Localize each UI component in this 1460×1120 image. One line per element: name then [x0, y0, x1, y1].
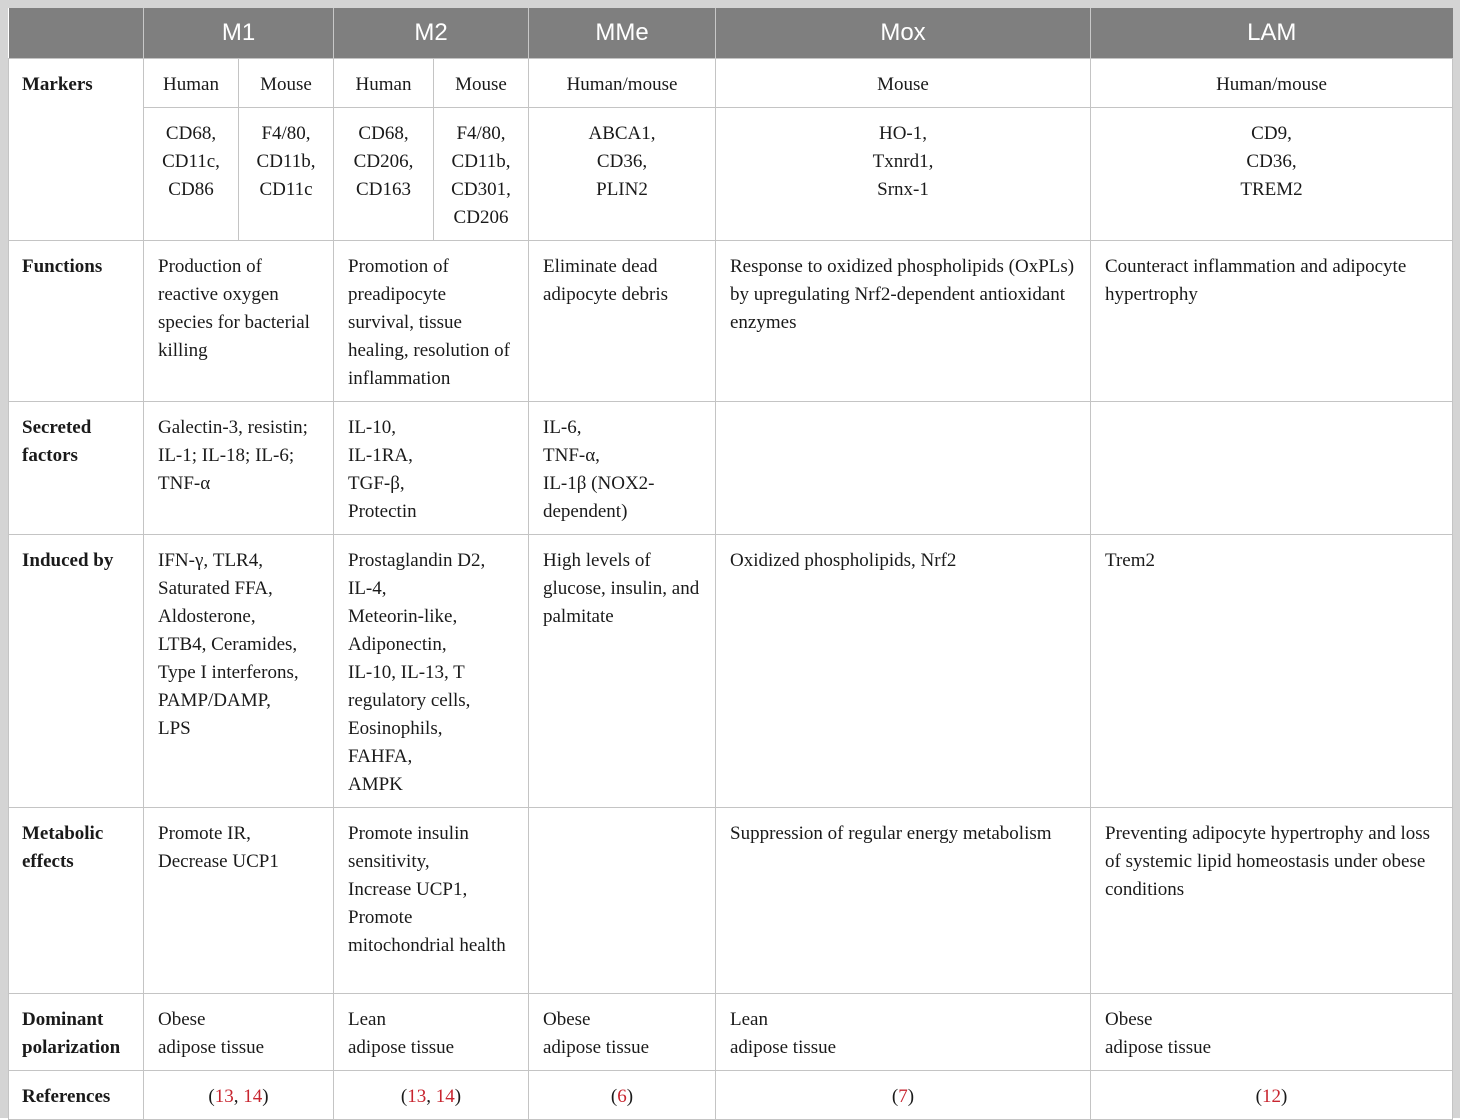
lam-dominant: Obese adipose tissue — [1091, 994, 1453, 1071]
mme-species: Human/mouse — [529, 59, 716, 108]
mme-secreted: IL-6, TNF-α, IL-1β (NOX2-dependent) — [529, 402, 716, 535]
m2-metabolic: Promote insulin sensitivity, Increase UCP1, Promote mitochondrial health — [334, 808, 529, 994]
mox-induced: Oxidized phospholipids, Nrf2 — [716, 535, 1091, 808]
reference-link[interactable]: 12 — [1262, 1086, 1281, 1107]
reference-link[interactable]: 14 — [243, 1086, 263, 1107]
mox-secreted — [716, 402, 1091, 535]
m1-human-species: Human — [144, 59, 239, 108]
m1-mouse-species: Mouse — [239, 59, 334, 108]
metabolic-row — [9, 808, 1453, 994]
reference-link[interactable]: 7 — [898, 1086, 908, 1107]
row-label-metabolic: Metabolic effects — [9, 808, 144, 994]
header-empty — [9, 8, 144, 59]
header-lam: LAM — [1091, 8, 1453, 59]
mox-species: Mouse — [716, 59, 1091, 108]
m1-dominant: Obese adipose tissue — [144, 994, 334, 1071]
m1-secreted: Galectin-3, resistin; IL-1; IL-18; IL-6; TNF-α — [144, 402, 334, 535]
row-label-functions: Functions — [9, 241, 144, 402]
mme-metabolic — [529, 808, 716, 994]
m2-dominant: Lean adipose tissue — [334, 994, 529, 1071]
mme-dominant: Obese adipose tissue — [529, 994, 716, 1071]
markers-values-row — [9, 108, 1453, 241]
reference-link[interactable]: 13 — [407, 1086, 427, 1107]
header-m2: M2 — [334, 8, 529, 59]
row-label-dominant: Dominant polarization — [9, 994, 144, 1071]
header-mme: MMe — [529, 8, 716, 59]
m1-human-markers: CD68, CD11c, CD86 — [144, 108, 239, 241]
induced-row — [9, 535, 1453, 808]
m2-functions: Promotion of preadipocyte survival, tissue healing, resolution of inflammation — [334, 241, 529, 402]
m1-induced: IFN-γ, TLR4, Saturated FFA, Aldosterone, LTB4, Ceramides, Type I interferons, PAMP/DAMP, LPS — [144, 535, 334, 808]
references-row — [9, 1071, 1453, 1120]
reference-link[interactable]: 13 — [214, 1086, 234, 1107]
markers-species-row — [9, 59, 1453, 108]
header-row — [9, 8, 1453, 59]
m1-references: (13, 14) — [144, 1071, 334, 1120]
lam-markers: CD9, CD36, TREM2 — [1091, 108, 1453, 241]
m2-mouse-species: Mouse — [434, 59, 529, 108]
m1-mouse-markers: F4/80, CD11b, CD11c — [239, 108, 334, 241]
header-m1: M1 — [144, 8, 334, 59]
m2-mouse-markers: F4/80, CD11b, CD301, CD206 — [434, 108, 529, 241]
mme-functions: Eliminate dead adipocyte debris — [529, 241, 716, 402]
lam-functions: Counteract inflammation and adipocyte hypertrophy — [1091, 241, 1453, 402]
mme-markers: ABCA1, CD36, PLIN2 — [529, 108, 716, 241]
lam-induced: Trem2 — [1091, 535, 1453, 808]
macrophage-table — [8, 8, 1453, 1120]
secreted-row — [9, 402, 1453, 535]
reference-link[interactable]: 14 — [435, 1086, 455, 1107]
mme-references: (6) — [529, 1071, 716, 1120]
mox-references: (7) — [716, 1071, 1091, 1120]
m2-references: (13, 14) — [334, 1071, 529, 1120]
mox-functions: Response to oxidized phospholipids (OxPLs) by upregulating Nrf2-dependent antioxidant enzymes — [716, 241, 1091, 402]
lam-species: Human/mouse — [1091, 59, 1453, 108]
dominant-row — [9, 994, 1453, 1071]
functions-row — [9, 241, 1453, 402]
lam-references: (12) — [1091, 1071, 1453, 1120]
lam-secreted — [1091, 402, 1453, 535]
m1-functions: Production of reactive oxygen species for bacterial killing — [144, 241, 334, 402]
m2-human-species: Human — [334, 59, 434, 108]
m2-induced: Prostaglandin D2, IL-4, Meteorin-like, Adiponectin, IL-10, IL-13, T regulatory cells, Eosinophils, FAHFA, AMPK — [334, 535, 529, 808]
row-label-induced: Induced by — [9, 535, 144, 808]
mme-induced: High levels of glucose, insulin, and palmitate — [529, 535, 716, 808]
m2-human-markers: CD68, CD206, CD163 — [334, 108, 434, 241]
m1-metabolic: Promote IR, Decrease UCP1 — [144, 808, 334, 994]
mox-dominant: Lean adipose tissue — [716, 994, 1091, 1071]
header-mox: Mox — [716, 8, 1091, 59]
row-label-secreted: Secreted factors — [9, 402, 144, 535]
row-label-markers: Markers — [9, 59, 144, 241]
m2-secreted: IL-10, IL-1RA, TGF-β, Protectin — [334, 402, 529, 535]
mox-markers: HO-1, Txnrd1, Srnx-1 — [716, 108, 1091, 241]
reference-link[interactable]: 6 — [617, 1086, 627, 1107]
lam-metabolic: Preventing adipocyte hypertrophy and loss of systemic lipid homeostasis under obese conditions — [1091, 808, 1453, 994]
row-label-references: References — [9, 1071, 144, 1120]
mox-metabolic: Suppression of regular energy metabolism — [716, 808, 1091, 994]
